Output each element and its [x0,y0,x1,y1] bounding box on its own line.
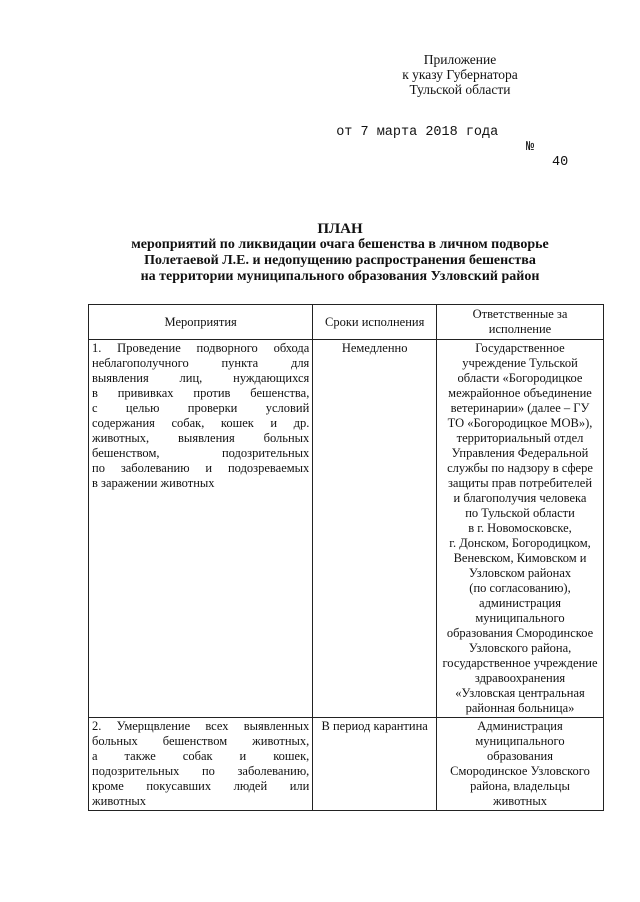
measure-line: в заражении животных [92,476,215,490]
responsible-line: муниципального [475,611,565,625]
measure-line: содержания собак, кошек и др. [92,416,310,430]
appendix-line: Приложение [423,52,497,67]
responsible-line: района, владельцы [470,779,570,793]
measure-line: 2. Умерщвление всех выявленных [92,719,310,733]
responsible-cell [437,718,604,811]
title-line: на территории муниципального образования Узловский район [140,269,540,284]
responsible-line: Веневском, Кимовском и [453,551,587,565]
measure-line: животных, выявления больных [92,431,310,445]
header-responsible [437,305,604,340]
order-number-label: № [526,140,535,155]
measure-line: бешенством, подозрительных [92,446,310,460]
responsible-line: по Тульской области [465,506,575,520]
title-line: Полетаевой Л.Е. и недопущению распространения бешенства [144,253,536,268]
header-responsible-line: Ответственные за [472,307,568,321]
measure-line: больных бешенством животных, [92,734,310,748]
responsible-line: в г. Новомосковске, [468,521,572,535]
measure-line: в прививках против бешенства, [92,386,310,400]
term-cell: Немедленно [313,340,437,718]
responsible-line: защиты прав потребителей [447,476,593,490]
order-date: от 7 марта 2018 года [336,125,499,140]
responsible-line: администрация [479,596,561,610]
appendix-line: к указу Губернатора [402,67,518,82]
responsible-line: Государственное [475,341,565,355]
plan-table [88,304,604,811]
measure-line: с целью проверки условий [92,401,310,415]
responsible-line: ветеринарии» (далее – ГУ [450,401,590,415]
responsible-line: г. Донском, Богородицком, [449,536,591,550]
responsible-line: Узловского района, [468,641,572,655]
measure-line: а также собак и кошек, [92,749,310,763]
term-cell: В период карантина [313,718,437,811]
responsible-line: и благополучия человека [453,491,587,505]
responsible-line: образования [487,749,553,763]
measure-cell [89,340,313,718]
measure-line: 1. Проведение подворного обхода [92,341,310,355]
table-row [89,340,604,718]
responsible-line: области «Богородицкое [457,371,583,385]
measure-line: кроме покусавших людей или [92,779,310,793]
responsible-line: ТО «Богородицкое МОВ»), [447,416,593,430]
order-number: 40 [552,155,569,170]
measure-line: выявления лиц, нуждающихся [92,371,310,385]
table-header-row [89,305,604,340]
title-main: ПЛАН [317,221,363,237]
title-line: мероприятий по ликвидации очага бешенства в личном подворье [131,237,549,252]
responsible-line: территориальный отдел [456,431,584,445]
responsible-line: Узловском районах [468,566,572,580]
responsible-line: образования Смородинское [446,626,594,640]
responsible-line: здравоохранения [474,671,566,685]
document-title [70,221,610,285]
header-responsible-line: исполнение [488,322,552,336]
responsible-line: районная больница» [465,701,575,715]
responsible-line: «Узловская центральная [455,686,585,700]
measure-line: подозрительных по заболеванию, [92,764,310,778]
order-date-line [320,110,569,170]
responsible-line: службы по надзору в сфере [447,461,593,475]
measure-cell [89,718,313,811]
header-terms: Сроки исполнения [313,305,437,340]
responsible-line: муниципального [475,734,565,748]
measure-line: по заболеванию и подозреваемых [92,461,310,475]
responsible-line: животных [492,794,548,808]
measure-line: неблагополучного пункта для [92,356,310,370]
responsible-line: межрайонное объединение [448,386,592,400]
appendix-line: Тульской области [409,82,511,97]
table-row [89,718,604,811]
responsible-line: Управления Федеральной [451,446,589,460]
responsible-cell [437,340,604,718]
responsible-line: Смородинское Узловского [450,764,590,778]
responsible-line: учреждение Тульской [462,356,578,370]
header-measures: Мероприятия [89,305,313,340]
responsible-line: (по согласованию), [469,581,571,595]
responsible-line: государственное учреждение [442,656,598,670]
measure-line: животных [92,794,147,808]
appendix-header [360,52,560,97]
responsible-line: Администрация [477,719,563,733]
